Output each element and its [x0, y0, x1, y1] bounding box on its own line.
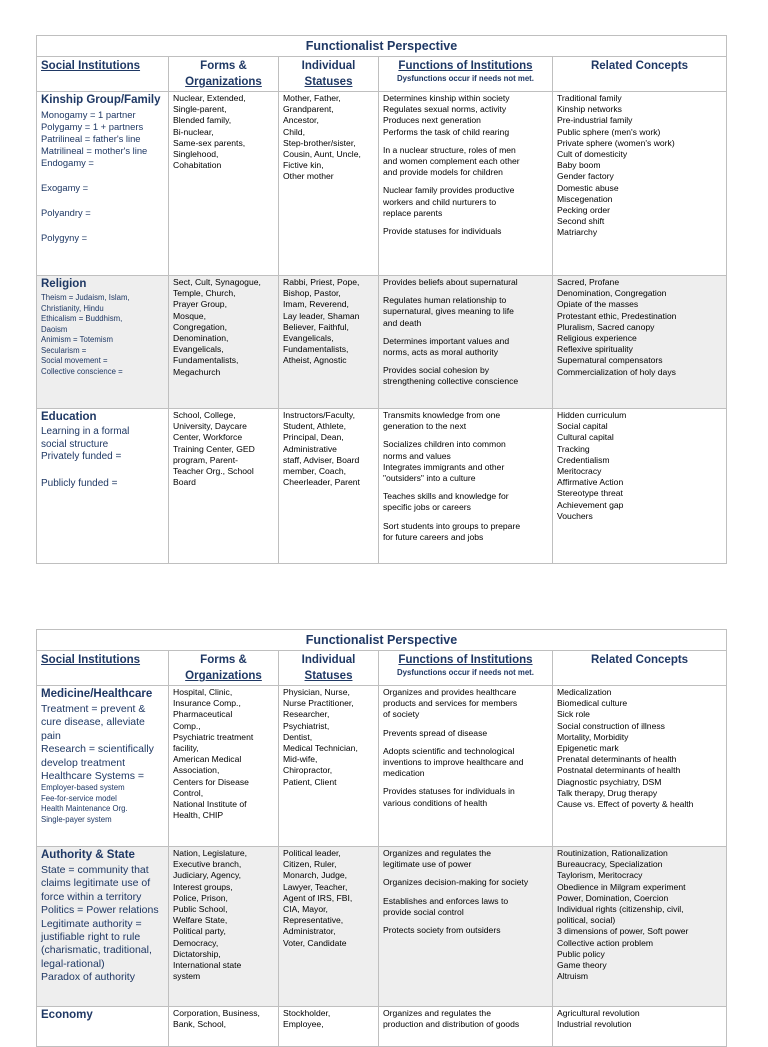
- institution-cell: [37, 847, 169, 1007]
- function-line: "outsiders" into a culture: [383, 473, 476, 484]
- list-item: Same-sex parents,: [173, 137, 246, 148]
- institution-cell: Education Learning in a formal social structure Privately funded = Publicly funded =: [37, 409, 169, 564]
- list-item: Fundamentalists,: [283, 344, 349, 355]
- list-item: Vouchers: [557, 510, 593, 521]
- list-item: Biomedical culture: [557, 698, 628, 709]
- function-line: Provides beliefs about supernatural: [383, 277, 518, 287]
- header-forms: Forms & Organizations: [169, 57, 279, 92]
- function-line: workers and child nurturers to: [383, 196, 497, 207]
- function-line: Teaches skills and knowledge for: [383, 491, 509, 502]
- list-item: Altruism: [557, 971, 589, 982]
- list-item: Imam, Reverend,: [283, 299, 349, 310]
- function-line: Provides social cohesion by: [383, 365, 490, 376]
- forms-cell: [169, 276, 279, 409]
- list-item: Meritocracy: [557, 466, 602, 477]
- statuses-cell: [279, 92, 379, 276]
- function-line: generation to the next: [383, 421, 467, 432]
- list-item: Dentist,: [283, 731, 313, 742]
- function-line: Organizes and provides healthcare: [383, 687, 517, 697]
- function-line: Provides statuses for individuals in: [383, 786, 515, 797]
- list-item: Denomination,: [173, 333, 229, 344]
- functions-cell: [379, 92, 553, 276]
- list-item: Lawyer, Teacher,: [283, 881, 348, 892]
- list-item: Prayer Group,: [173, 299, 227, 310]
- institution-name: Medicine/Healthcare: [41, 688, 153, 700]
- list-item: Voter, Candidate: [283, 937, 347, 948]
- functions-cell: [379, 686, 553, 847]
- list-item: Democracy,: [173, 937, 219, 948]
- function-line: Protects society from outsiders: [383, 925, 501, 936]
- function-line: Organizes and regulates the: [383, 1008, 491, 1018]
- functions-cell: [379, 276, 553, 409]
- list-item: Judiciary, Agency,: [173, 870, 241, 881]
- list-item: Gender factory: [557, 171, 614, 182]
- function-line: medication: [383, 768, 425, 779]
- function-line: Determines important values and: [383, 335, 510, 346]
- function-line: Sort students into groups to prepare: [383, 520, 521, 531]
- header-social-institutions: Social Institutions: [37, 57, 169, 92]
- definition-line: develop treatment: [41, 756, 126, 769]
- list-item: staff, Adviser, Board: [283, 454, 360, 465]
- function-paragraph: [383, 277, 548, 288]
- list-item: Commercialization of holy days: [557, 366, 676, 377]
- function-line: legitimate use of power: [383, 859, 472, 870]
- forms-cell: [169, 847, 279, 1007]
- definition-line: Christianity, Hindu: [41, 303, 104, 313]
- list-item: Medical Technician,: [283, 743, 358, 754]
- function-line: and women complement each other: [383, 156, 520, 167]
- list-item: Bishop, Pastor,: [283, 288, 341, 299]
- definition-line: Research = scientifically: [41, 743, 154, 756]
- list-item: Citizen, Ruler,: [283, 859, 337, 870]
- list-item: Dictatorship,: [173, 948, 221, 959]
- function-paragraph: [383, 687, 548, 721]
- list-item: Nurse Practitioner,: [283, 698, 354, 709]
- definition-line: (charismatic, traditional,: [41, 944, 152, 957]
- list-item: Matriarchy: [557, 227, 598, 238]
- list-item: Rabbi, Priest, Pope,: [283, 277, 360, 287]
- list-item: Agricultural revolution: [557, 1008, 640, 1018]
- header-statuses: Individual Statuses: [279, 651, 379, 686]
- header-forms: Forms & Organizations: [169, 651, 279, 686]
- list-item: Evangelicals,: [173, 344, 224, 355]
- list-item: Social construction of illness: [557, 720, 665, 731]
- function-line: Nuclear family provides productive: [383, 185, 515, 196]
- list-item: Domestic abuse: [557, 182, 619, 193]
- list-item: Researcher,: [283, 709, 330, 720]
- definition-line: Politics = Power relations: [41, 904, 159, 917]
- list-item: Control,: [173, 787, 204, 798]
- list-item: Epigenetic mark: [557, 743, 619, 754]
- list-item: program, Parent-: [173, 454, 238, 465]
- list-item: Sect, Cult, Synagogue,: [173, 277, 261, 287]
- related-concepts-cell: [553, 276, 727, 409]
- list-item: Game theory: [557, 960, 607, 971]
- list-item: Child,: [283, 126, 305, 137]
- function-paragraph: [383, 728, 548, 739]
- forms-cell: [169, 1007, 279, 1047]
- function-line: various conditions of health: [383, 797, 488, 808]
- list-item: Training Center, GED: [173, 443, 255, 454]
- list-item: Hospital, Clinic,: [173, 687, 233, 697]
- header-related-concepts: Related Concepts: [553, 57, 727, 92]
- function-line: Establishes and enforces laws to: [383, 895, 509, 906]
- definition-line: Legitimate authority =: [41, 917, 142, 930]
- function-line: Adopts scientific and technological: [383, 745, 515, 756]
- list-item: Executive branch,: [173, 859, 242, 870]
- list-item: Interest groups,: [173, 881, 233, 892]
- functions-cell: [379, 847, 553, 1007]
- list-item: Achievement gap: [557, 499, 624, 510]
- list-item: system: [173, 971, 201, 982]
- list-item: Political leader,: [283, 848, 341, 858]
- list-item: Step-brother/sister,: [283, 137, 356, 148]
- list-item: Association,: [173, 765, 220, 776]
- list-item: Singlehood,: [173, 149, 219, 160]
- list-item: Obedience in Milgram experiment: [557, 881, 686, 892]
- table-row: [37, 92, 727, 276]
- list-item: Prenatal determinants of health: [557, 754, 677, 765]
- list-item: Megachurch: [173, 366, 221, 377]
- list-item: National Institute of: [173, 799, 247, 810]
- list-item: American Medical: [173, 754, 242, 765]
- forms-cell: [169, 686, 279, 847]
- list-item: Cultural capital: [557, 432, 614, 443]
- definition-line: Healthcare Systems =: [41, 770, 145, 783]
- function-paragraph: [383, 521, 548, 543]
- institution-cell: [37, 686, 169, 847]
- function-line: specific jobs or careers: [383, 502, 471, 513]
- list-item: Taylorism, Meritocracy: [557, 870, 643, 881]
- function-paragraph: [383, 786, 548, 808]
- function-paragraph: [383, 93, 548, 138]
- function-paragraph: [383, 365, 548, 387]
- function-line: Regulates human relationship to: [383, 295, 507, 306]
- function-line: Determines kinship within society: [383, 93, 510, 103]
- list-item: Second shift: [557, 216, 605, 227]
- list-item: Ancestor,: [283, 115, 319, 126]
- definition-line: Ethicalism = Buddhism,: [41, 314, 123, 323]
- function-paragraph: [383, 896, 548, 918]
- statuses-cell: [279, 1007, 379, 1047]
- definition-line: Treatment = prevent &: [41, 703, 146, 715]
- functionalist-table-1: [36, 35, 727, 564]
- list-item: Cause vs. Effect of poverty & health: [557, 799, 694, 810]
- list-item: Denomination, Congregation: [557, 288, 667, 299]
- list-item: Cousin, Aunt, Uncle,: [283, 149, 361, 160]
- list-item: Mosque,: [173, 310, 206, 321]
- function-paragraph: [383, 491, 548, 513]
- list-item: Comp.,: [173, 720, 201, 731]
- function-paragraph: [383, 145, 548, 179]
- list-item: political, social): [557, 915, 616, 926]
- list-item: Cult of domesticity: [557, 149, 628, 160]
- function-paragraph: [383, 336, 548, 358]
- list-item: Nation, Legislature,: [173, 848, 248, 858]
- list-item: Routinization, Rationalization: [557, 848, 668, 858]
- header-related-concepts: Related Concepts: [553, 651, 727, 686]
- list-item: Cheerleader, Parent: [283, 477, 360, 488]
- list-item: Public sphere (men's work): [557, 126, 661, 137]
- function-line: Produces next generation: [383, 115, 481, 126]
- list-item: Opiate of the masses: [557, 299, 639, 310]
- function-paragraph: [383, 1008, 548, 1030]
- function-line: Regulates sexual norms, activity: [383, 104, 507, 115]
- definition-line: Animism = Totemism: [41, 335, 113, 344]
- list-item: Single-parent,: [173, 104, 227, 115]
- functionalist-table-2: [36, 629, 727, 1047]
- function-line: Organizes decision-making for society: [383, 877, 529, 888]
- table-row: [37, 847, 727, 1007]
- institution-cell: [37, 276, 169, 409]
- list-item: Bureaucracy, Specialization: [557, 859, 663, 870]
- function-paragraph: [383, 848, 548, 870]
- list-item: Representative,: [283, 915, 344, 926]
- function-line: Prevents spread of disease: [383, 727, 488, 738]
- forms-cell: [169, 409, 279, 564]
- list-item: Welfare State,: [173, 915, 228, 926]
- list-item: Physician, Nurse,: [283, 687, 350, 697]
- list-item: Political party,: [173, 926, 226, 937]
- function-line: production and distribution of goods: [383, 1019, 520, 1030]
- list-item: Mid-wife,: [283, 754, 318, 765]
- list-item: Religious experience: [557, 333, 637, 344]
- function-line: strengthening collective conscience: [383, 376, 519, 387]
- function-line: for future careers and jobs: [383, 531, 484, 542]
- list-item: Sick role: [557, 709, 590, 720]
- table-row: [37, 276, 727, 409]
- definition-line: claims legitimate use of: [41, 877, 151, 890]
- definition-line: Employer-based system: [41, 783, 125, 793]
- institution-name: Religion: [41, 278, 87, 290]
- list-item: School, College,: [173, 410, 236, 420]
- list-item: Postnatal determinants of health: [557, 765, 681, 776]
- function-line: Socializes children into common: [383, 439, 506, 450]
- list-item: Monarch, Judge,: [283, 870, 348, 881]
- list-item: Reflexive spirituality: [557, 344, 633, 355]
- list-item: Congregation,: [173, 321, 227, 332]
- list-item: Stereotype threat: [557, 488, 623, 499]
- function-line: In a nuclear structure, roles of men: [383, 144, 516, 155]
- statuses-cell: [279, 686, 379, 847]
- function-paragraph: [383, 185, 548, 219]
- list-item: Principal, Dean,: [283, 432, 344, 443]
- list-item: Diagnostic psychiatry, DSM: [557, 776, 662, 787]
- header-functions: Functions of Institutions Dysfunctions occur if needs not met.: [379, 57, 553, 92]
- table-title: Functionalist Perspective: [37, 36, 727, 57]
- function-line: norms, acts as moral authority: [383, 347, 499, 358]
- list-item: Evangelicals,: [283, 333, 334, 344]
- function-line: of society: [383, 709, 420, 720]
- list-item: Medicalization: [557, 687, 612, 697]
- list-item: Lay leader, Shaman: [283, 310, 360, 321]
- list-item: Hidden curriculum: [557, 410, 627, 420]
- list-item: Power, Domination, Coercion: [557, 892, 669, 903]
- definition-line: Paradox of authority: [41, 971, 135, 984]
- definition-line: Secularism =: [41, 345, 87, 355]
- statuses-cell: [279, 409, 379, 564]
- related-concepts-cell: [553, 409, 727, 564]
- function-paragraph: [383, 295, 548, 329]
- definition-line: Single-payer system: [41, 814, 112, 824]
- list-item: Social capital: [557, 421, 608, 432]
- function-line: replace parents: [383, 207, 443, 218]
- list-item: Individual rights (citizenship, civil,: [557, 904, 684, 915]
- list-item: Mortality, Morbidity: [557, 731, 629, 742]
- function-line: Performs the task of child rearing: [383, 126, 510, 137]
- list-item: International state: [173, 960, 242, 971]
- list-item: University, Daycare: [173, 421, 247, 432]
- header-functions: Functions of Institutions Dysfunctions occur if needs not met.: [379, 651, 553, 686]
- list-item: Police, Prison,: [173, 892, 228, 903]
- list-item: Insurance Comp.,: [173, 698, 241, 709]
- forms-cell: [169, 92, 279, 276]
- table-row: [37, 409, 727, 564]
- institution-name: Authority & State: [41, 849, 135, 861]
- function-paragraph: [383, 439, 548, 484]
- definition-line: pain: [41, 729, 61, 742]
- list-item: Atheist, Agnostic: [283, 355, 347, 366]
- list-item: Nuclear, Extended,: [173, 93, 246, 103]
- list-item: Cohabitation: [173, 160, 222, 171]
- function-line: norms and values: [383, 450, 451, 461]
- definition-line: force within a territory: [41, 890, 142, 903]
- list-item: Chiropractor,: [283, 765, 333, 776]
- list-item: Collective action problem: [557, 937, 654, 948]
- list-item: Psychiatrist,: [283, 720, 330, 731]
- list-item: Administrator,: [283, 926, 336, 937]
- definition-line: State = community that: [41, 864, 149, 876]
- institution-name: Education: [41, 411, 97, 423]
- function-line: supernatural, gives meaning to life: [383, 306, 514, 317]
- function-line: inventions to improve healthcare and: [383, 757, 524, 768]
- function-line: provide social control: [383, 906, 464, 917]
- list-item: Centers for Disease: [173, 776, 249, 787]
- list-item: Fictive kin,: [283, 160, 324, 171]
- list-item: Kinship networks: [557, 104, 622, 115]
- list-item: Employee,: [283, 1019, 324, 1030]
- function-paragraph: [383, 746, 548, 780]
- list-item: Tracking: [557, 443, 590, 454]
- function-line: Organizes and regulates the: [383, 848, 491, 858]
- functions-cell: [379, 1007, 553, 1047]
- list-item: Sacred, Profane: [557, 277, 620, 287]
- list-item: Teacher Org., School: [173, 466, 254, 477]
- definition-line: justifiable right to rule: [41, 931, 141, 944]
- list-item: Stockholder,: [283, 1008, 331, 1018]
- list-item: Bank, School,: [173, 1019, 227, 1030]
- list-item: Other mother: [283, 171, 334, 182]
- list-item: Corporation, Business,: [173, 1008, 260, 1018]
- list-item: Traditional family: [557, 93, 622, 103]
- list-item: Health, CHIP: [173, 810, 224, 821]
- list-item: Mother, Father,: [283, 93, 341, 103]
- list-item: Fundamentalists,: [173, 355, 239, 366]
- list-item: Credentialism: [557, 454, 610, 465]
- function-line: Integrates immigrants and other: [383, 461, 505, 472]
- list-item: Pecking order: [557, 205, 611, 216]
- definition-line: cure disease, alleviate: [41, 716, 145, 729]
- function-line: Provide statuses for individuals: [383, 226, 502, 237]
- list-item: Pre-industrial family: [557, 115, 633, 126]
- list-item: Administrative: [283, 443, 337, 454]
- definition-line: legal-rational): [41, 957, 105, 970]
- definition-line: Fee-for-service model: [41, 793, 117, 803]
- list-item: Baby boom: [557, 160, 601, 171]
- function-line: products and services for members: [383, 698, 518, 709]
- table-title: Functionalist Perspective: [37, 630, 727, 651]
- header-statuses: Individual Statuses: [279, 57, 379, 92]
- list-item: Center, Workforce: [173, 432, 243, 443]
- institution-cell: Kinship Group/Family Monogamy = 1 partner Polygamy = 1 + partners Patrilineal = father's line Matrilineal = mother's line Endogamy = Exogamy = Polyandry = Polygyny =: [37, 92, 169, 276]
- list-item: Believer, Faithful,: [283, 321, 349, 332]
- list-item: Patient, Client: [283, 776, 337, 787]
- list-item: Industrial revolution: [557, 1019, 632, 1030]
- list-item: Affirmative Action: [557, 477, 624, 488]
- function-line: and death: [383, 317, 422, 328]
- functions-cell: [379, 409, 553, 564]
- list-item: Agent of IRS, FBI,: [283, 892, 353, 903]
- institution-cell: [37, 1007, 169, 1047]
- function-paragraph: [383, 226, 548, 237]
- table-row: [37, 1007, 727, 1047]
- list-item: Talk therapy, Drug therapy: [557, 787, 658, 798]
- related-concepts-cell: [553, 92, 727, 276]
- list-item: Bi-nuclear,: [173, 126, 214, 137]
- function-line: and provide models for children: [383, 167, 503, 178]
- related-concepts-cell: [553, 686, 727, 847]
- list-item: Student, Athlete,: [283, 421, 347, 432]
- list-item: Private sphere (women's work): [557, 137, 675, 148]
- list-item: Protestant ethic, Predestination: [557, 310, 677, 321]
- list-item: Psychiatric treatment: [173, 731, 254, 742]
- definition-line: Social movement =: [41, 356, 108, 365]
- function-line: Transmits knowledge from one: [383, 410, 501, 420]
- institution-name: Kinship Group/Family: [41, 94, 161, 106]
- list-item: facility,: [173, 743, 199, 754]
- list-item: Pluralism, Sacred canopy: [557, 321, 655, 332]
- list-item: Public School,: [173, 904, 228, 915]
- header-social-institutions: Social Institutions: [37, 651, 169, 686]
- list-item: Grandparent,: [283, 104, 334, 115]
- list-item: Miscegenation: [557, 193, 613, 204]
- list-item: CIA, Mayor,: [283, 904, 328, 915]
- list-item: Pharmaceutical: [173, 709, 233, 720]
- statuses-cell: [279, 276, 379, 409]
- related-concepts-cell: [553, 1007, 727, 1047]
- statuses-cell: [279, 847, 379, 1007]
- definition-line: Theism = Judaism, Islam,: [41, 293, 130, 302]
- related-concepts-cell: [553, 847, 727, 1007]
- list-item: 3 dimensions of power, Soft power: [557, 926, 689, 937]
- definition-line: Collective conscience =: [41, 366, 123, 376]
- list-item: Supernatural compensators: [557, 355, 663, 366]
- function-paragraph: [383, 877, 548, 888]
- table-row: [37, 686, 727, 847]
- function-paragraph: [383, 925, 548, 936]
- definition-line: Health Maintenance Org.: [41, 804, 128, 814]
- function-paragraph: [383, 410, 548, 432]
- list-item: member, Coach,: [283, 466, 347, 477]
- definition-line: Daoism: [41, 324, 68, 334]
- institution-name: Economy: [41, 1009, 93, 1021]
- list-item: Board: [173, 477, 196, 488]
- list-item: Public policy: [557, 948, 605, 959]
- list-item: Temple, Church,: [173, 288, 236, 299]
- list-item: Blended family,: [173, 115, 232, 126]
- list-item: Instructors/Faculty,: [283, 410, 355, 420]
